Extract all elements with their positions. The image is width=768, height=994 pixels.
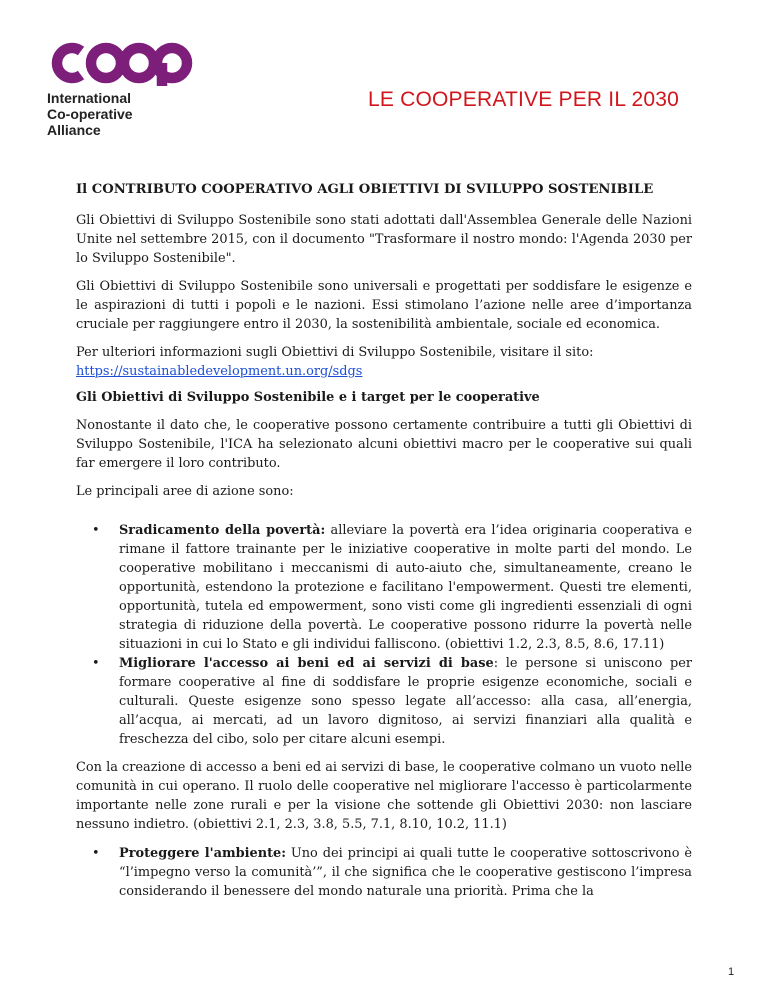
bullet-glyph: •: [92, 656, 100, 671]
sdgs-link[interactable]: https://sustainabledevelopment.un.org/sdgs: [76, 364, 363, 379]
list-item-text: Uno dei principi ai quali tutte le cooperative sottoscrivono è “l’impegno verso la comunità’”, il che significa che le cooperative gestiscono l’impresa considerando il benessere del mondo naturale una priorità. Prima che la: [119, 846, 692, 899]
page-number: 1: [728, 966, 735, 978]
paragraph-intro: Gli Obiettivi di Sviluppo Sostenibile sono stati adottati dall'Assemblea Generale delle Nazioni Unite nel settembre 2015, con il documento "Trasformare il nostro mondo: l'Agenda 2030 per lo Sviluppo Sostenibile".: [76, 213, 692, 266]
list-item-title: Migliorare l'accesso ai beni ed ai servizi di base: [119, 656, 494, 671]
list-item: [92, 654, 692, 749]
list-item-title: Proteggere l'ambiente:: [119, 846, 286, 861]
coop-logo-mark: [47, 40, 199, 86]
list-item-text: : le persone si uniscono per formare cooperative al fine di soddisfare le proprie esigenze economiche, sociali e culturali. Queste esigenze sono spesso legate all’accesso: alla casa, all’energia, all’acqua, ai mercati, ad un lavoro dignitoso, ai servizi finanziari alla qualità e freschezza del cibo, solo per citare alcuni esempi.: [119, 656, 692, 747]
list-item-title: Sradicamento della povertà:: [119, 523, 326, 538]
ica-logo: [47, 40, 207, 138]
section-heading: Il CONTRIBUTO COOPERATIVO AGLI OBIETTIVI DI SVILUPPO SOSTENIBILE: [76, 182, 654, 197]
logo-line: Alliance: [47, 122, 101, 138]
info-text: Per ulteriori informazioni sugli Obiettivi di Sviluppo Sostenibile, visitare il sito:: [76, 345, 594, 360]
document-title: LE COOPERATIVE PER IL 2030: [368, 88, 679, 111]
action-areas-list-2: [76, 844, 692, 901]
bullet-glyph: •: [92, 846, 100, 861]
bullet-glyph: •: [92, 523, 100, 538]
document-body: [76, 180, 692, 910]
subsection-heading: Gli Obiettivi di Sviluppo Sostenibile e i target per le cooperative: [76, 390, 540, 405]
logo-line: Co-operative: [47, 106, 133, 122]
list-item: [92, 844, 692, 901]
paragraph-universal: Gli Obiettivi di Sviluppo Sostenibile sono universali e progettati per soddisfare le esigenze e le aspirazioni di tutti i popoli e le nazioni. Essi stimolano l’azione nelle aree d’importanza cruciale per raggiungere entro il 2030, la sostenibilità ambientale, sociale ed economica.: [76, 279, 692, 332]
list-item: [92, 521, 692, 654]
list-item-text: alleviare la povertà era l’idea originaria cooperativa e rimane il fattore trainante per le iniziative cooperative in molte parti del mondo. Le cooperative mobilitano i meccanismi di auto-aiuto che, simultaneamente, creano le opportunità, estendono la protezione e facilitano l'empowerment. Questi tre elementi, opportunità, tutela ed empowerment, sono visti come gli ingredienti essenziali di ogni strategia di riduzione della povertà. Le cooperative possono ridurre la povertà nelle situazioni in cui lo Stato e gli individui falliscono. (obiettivi 1.2, 2.3, 8.5, 8.6, 17.11): [119, 523, 692, 652]
logo-text: [47, 90, 207, 138]
paragraph-info: [76, 343, 692, 381]
paragraph-access: Con la creazione di accesso a beni ed ai servizi di base, le cooperative colmano un vuoto nelle comunità in cui operano. Il ruolo delle cooperative nel migliorare l'accesso è particolarmente importante nelle zone rurali e per la visione che sottende gli Obiettivi 2030: non lasciare nessuno indietro. (obiettivi 2.1, 2.3, 3.8, 5.5, 7.1, 8.10, 10.2, 11.1): [76, 760, 692, 832]
paragraph-despite: Nonostante il dato che, le cooperative possono certamente contribuire a tutti gli Obiettivi di Sviluppo Sostenibile, l'ICA ha selezionato alcuni obiettivi macro per le cooperative sui quali far emergere il loro contributo.: [76, 418, 692, 471]
paragraph-areas-intro: Le principali aree di azione sono:: [76, 484, 294, 499]
action-areas-list: [76, 521, 692, 749]
logo-line: International: [47, 90, 132, 106]
